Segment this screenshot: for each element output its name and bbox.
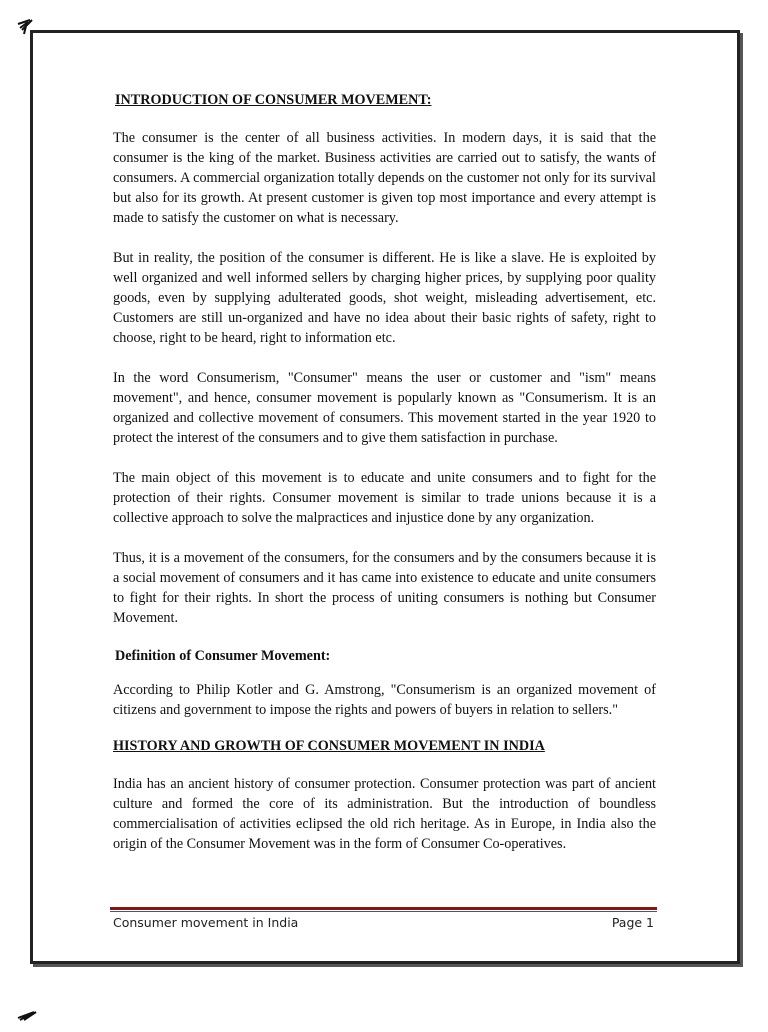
history-paragraph: India has an ancient history of consumer protection. Consumer protection was part of ancient culture and formed the core of its administration. But the introduction of boundless commercialisation of activities eclipsed the old rich heritage. As in Europe, in India also the origin of the Consumer Movement was in the form of Consumer Co-operatives. <box>113 776 656 852</box>
section-heading-introduction: INTRODUCTION OF CONSUMER MOVEMENT: <box>115 92 432 108</box>
footer-title: Consumer movement in India <box>113 915 299 930</box>
footer-rule-thin <box>110 911 657 912</box>
paragraph: In the word Consumerism, "Consumer" means the user or customer and "ism" means movement", and hence, consumer movement is popularly known as "Consumerism. It is an organized and collective movement of consumers. This movement started in the year 1920 to protect the interest of the consumers and to give them satisfaction in purchase. <box>113 370 656 446</box>
paragraph: The consumer is the center of all business activities. In modern days, it is said that the consumer is the king of the market. Business activities are carried out to satisfy, the wants of consumers. A commercial organization totally depends on the customer not only for its survival but also for its growth. At present customer is given top most importance and every attempt is made to satisfy the customer on what is necessary. <box>113 130 656 226</box>
footer-rule <box>110 907 657 910</box>
document-body <box>113 90 656 874</box>
paragraph: Thus, it is a movement of the consumers, for the consumers and by the consumers because it is a social movement of consumers and it has came into existence to educate and unite consumers to fight for their rights. In short the process of uniting consumers is nothing but Consumer Movement. <box>113 550 656 626</box>
paragraph: But in reality, the position of the consumer is different. He is like a slave. He is exploited by well organized and well informed sellers by charging higher prices, by supplying poor quality goods, even by supplying adulterated goods, shot weight, misleading advertisement, etc. Customers are still un-organized and have no idea about their basic rights of safety, right to choose, right to be heard, right to information etc. <box>113 250 656 346</box>
corner-mark-icon <box>16 1008 40 1032</box>
page-number: Page 1 <box>611 915 654 930</box>
definition-paragraph: According to Philip Kotler and G. Amstrong, "Consumerism is an organized movement of citizens and government to impose the rights and powers of buyers in relation to sellers." <box>113 682 656 718</box>
section-heading-history: HISTORY AND GROWTH OF CONSUMER MOVEMENT IN INDIA <box>113 738 545 754</box>
paragraph: The main object of this movement is to educate and unite consumers and to fight for the protection of their rights. Consumer movement is similar to trade unions because it is a collective approach to solve the malpractices and injustice done by any organization. <box>113 470 656 526</box>
definition-heading: Definition of Consumer Movement: <box>115 648 331 664</box>
